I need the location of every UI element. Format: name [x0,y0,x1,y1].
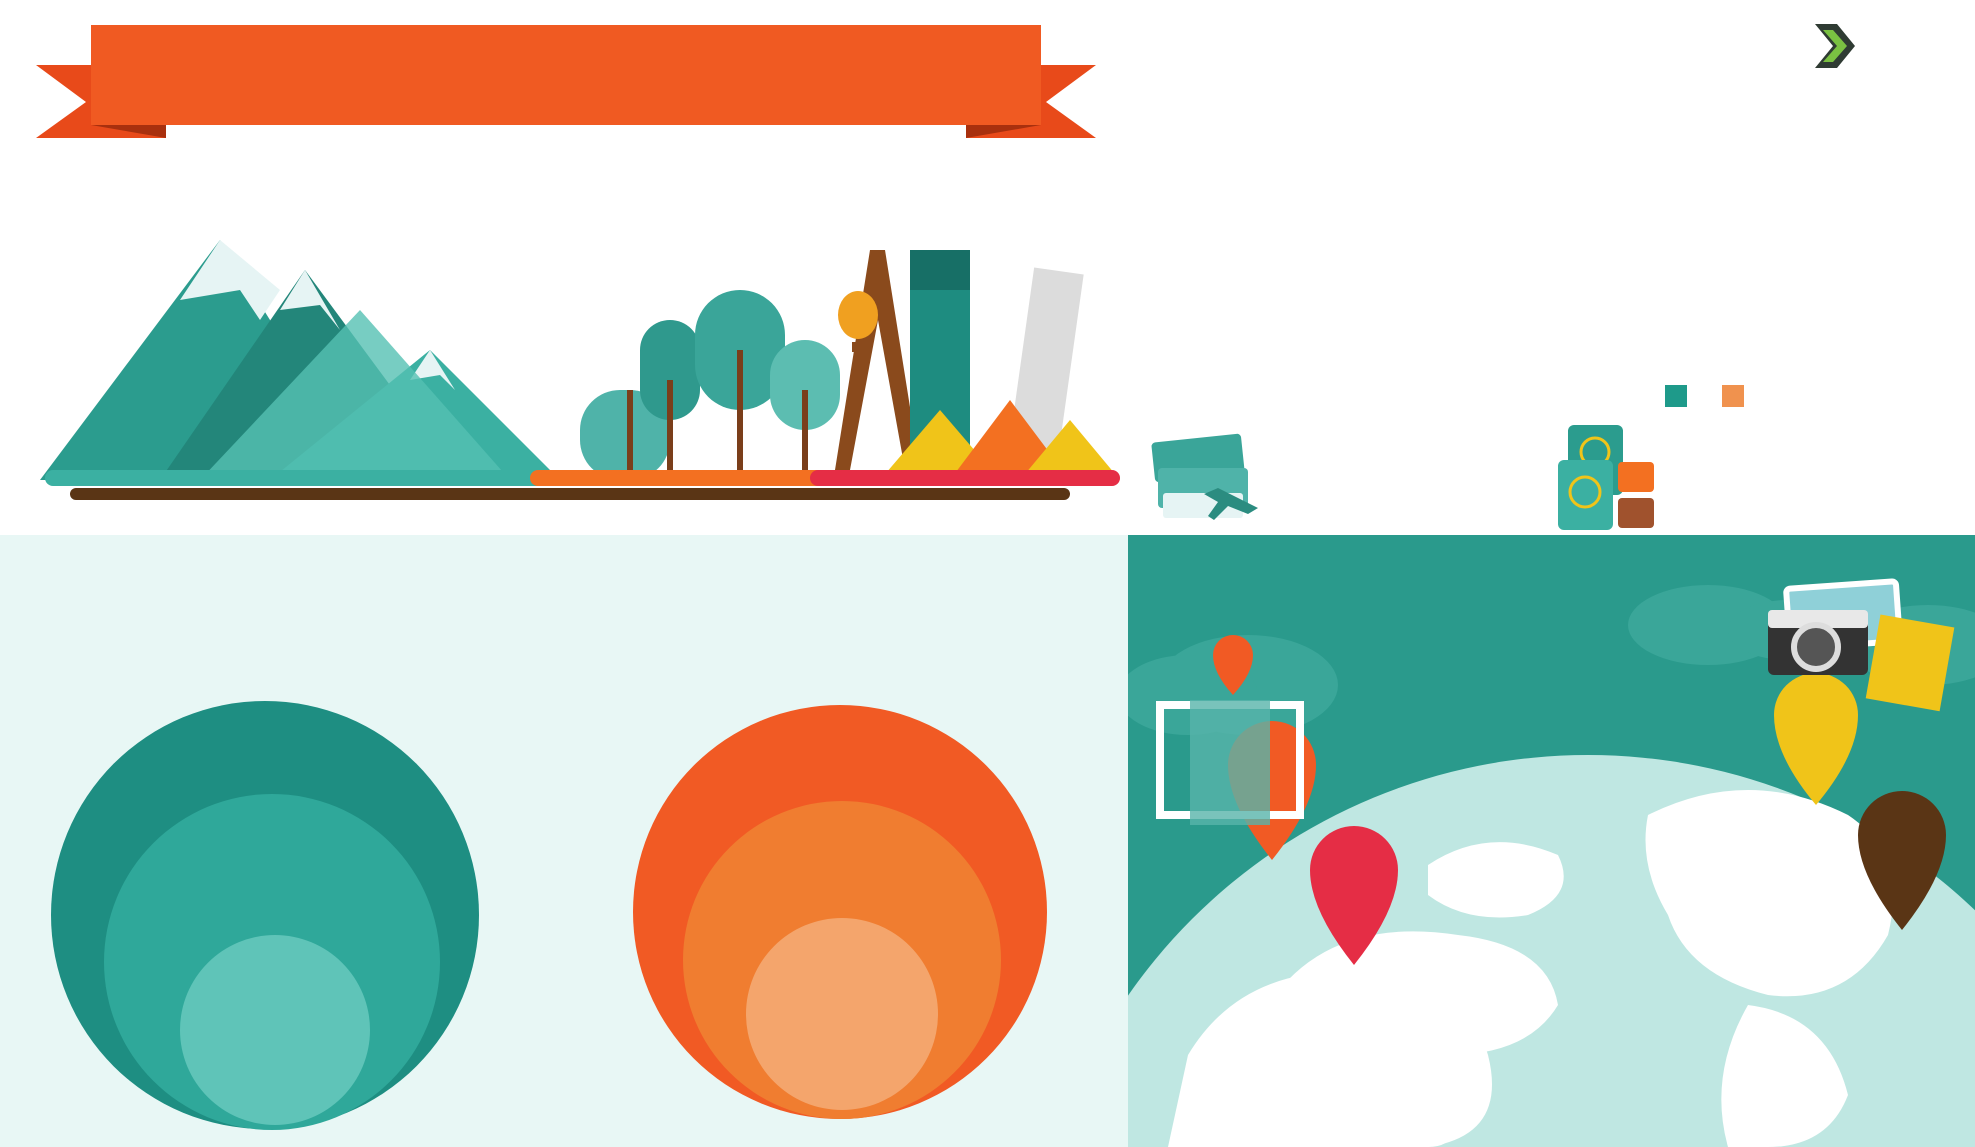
teal-debt-circles [50,700,490,1140]
legend-swatch-revenue [1665,385,1687,407]
bank-debt-label [175,985,375,995]
revenue-profit-chart [1465,70,1935,380]
title-banner [36,20,1096,170]
orange-arrears-circles [632,702,1052,1122]
passport-icon [1558,420,1658,530]
circle-overdue-bank-credits [746,918,938,1110]
overdue-suppliers-label [680,858,1000,860]
overdue-payments-label [680,740,1000,742]
tickets-icon [1148,428,1263,526]
circle-bank-debt [180,935,370,1125]
employees-stat [1665,420,1975,479]
keysfin-logo-icon [1815,24,1855,68]
total-debt-label [100,725,430,735]
chart-legend [1665,385,1750,407]
legend-swatch-profit [1722,385,1744,407]
companies-stat [1265,420,1555,479]
commercial-debt-label [100,853,450,865]
overdue-bank-credits-label [740,960,940,970]
world-map-illustration [1128,535,1975,1147]
agencies-panel [1128,535,1975,1147]
landscape-illustration [40,230,1130,510]
